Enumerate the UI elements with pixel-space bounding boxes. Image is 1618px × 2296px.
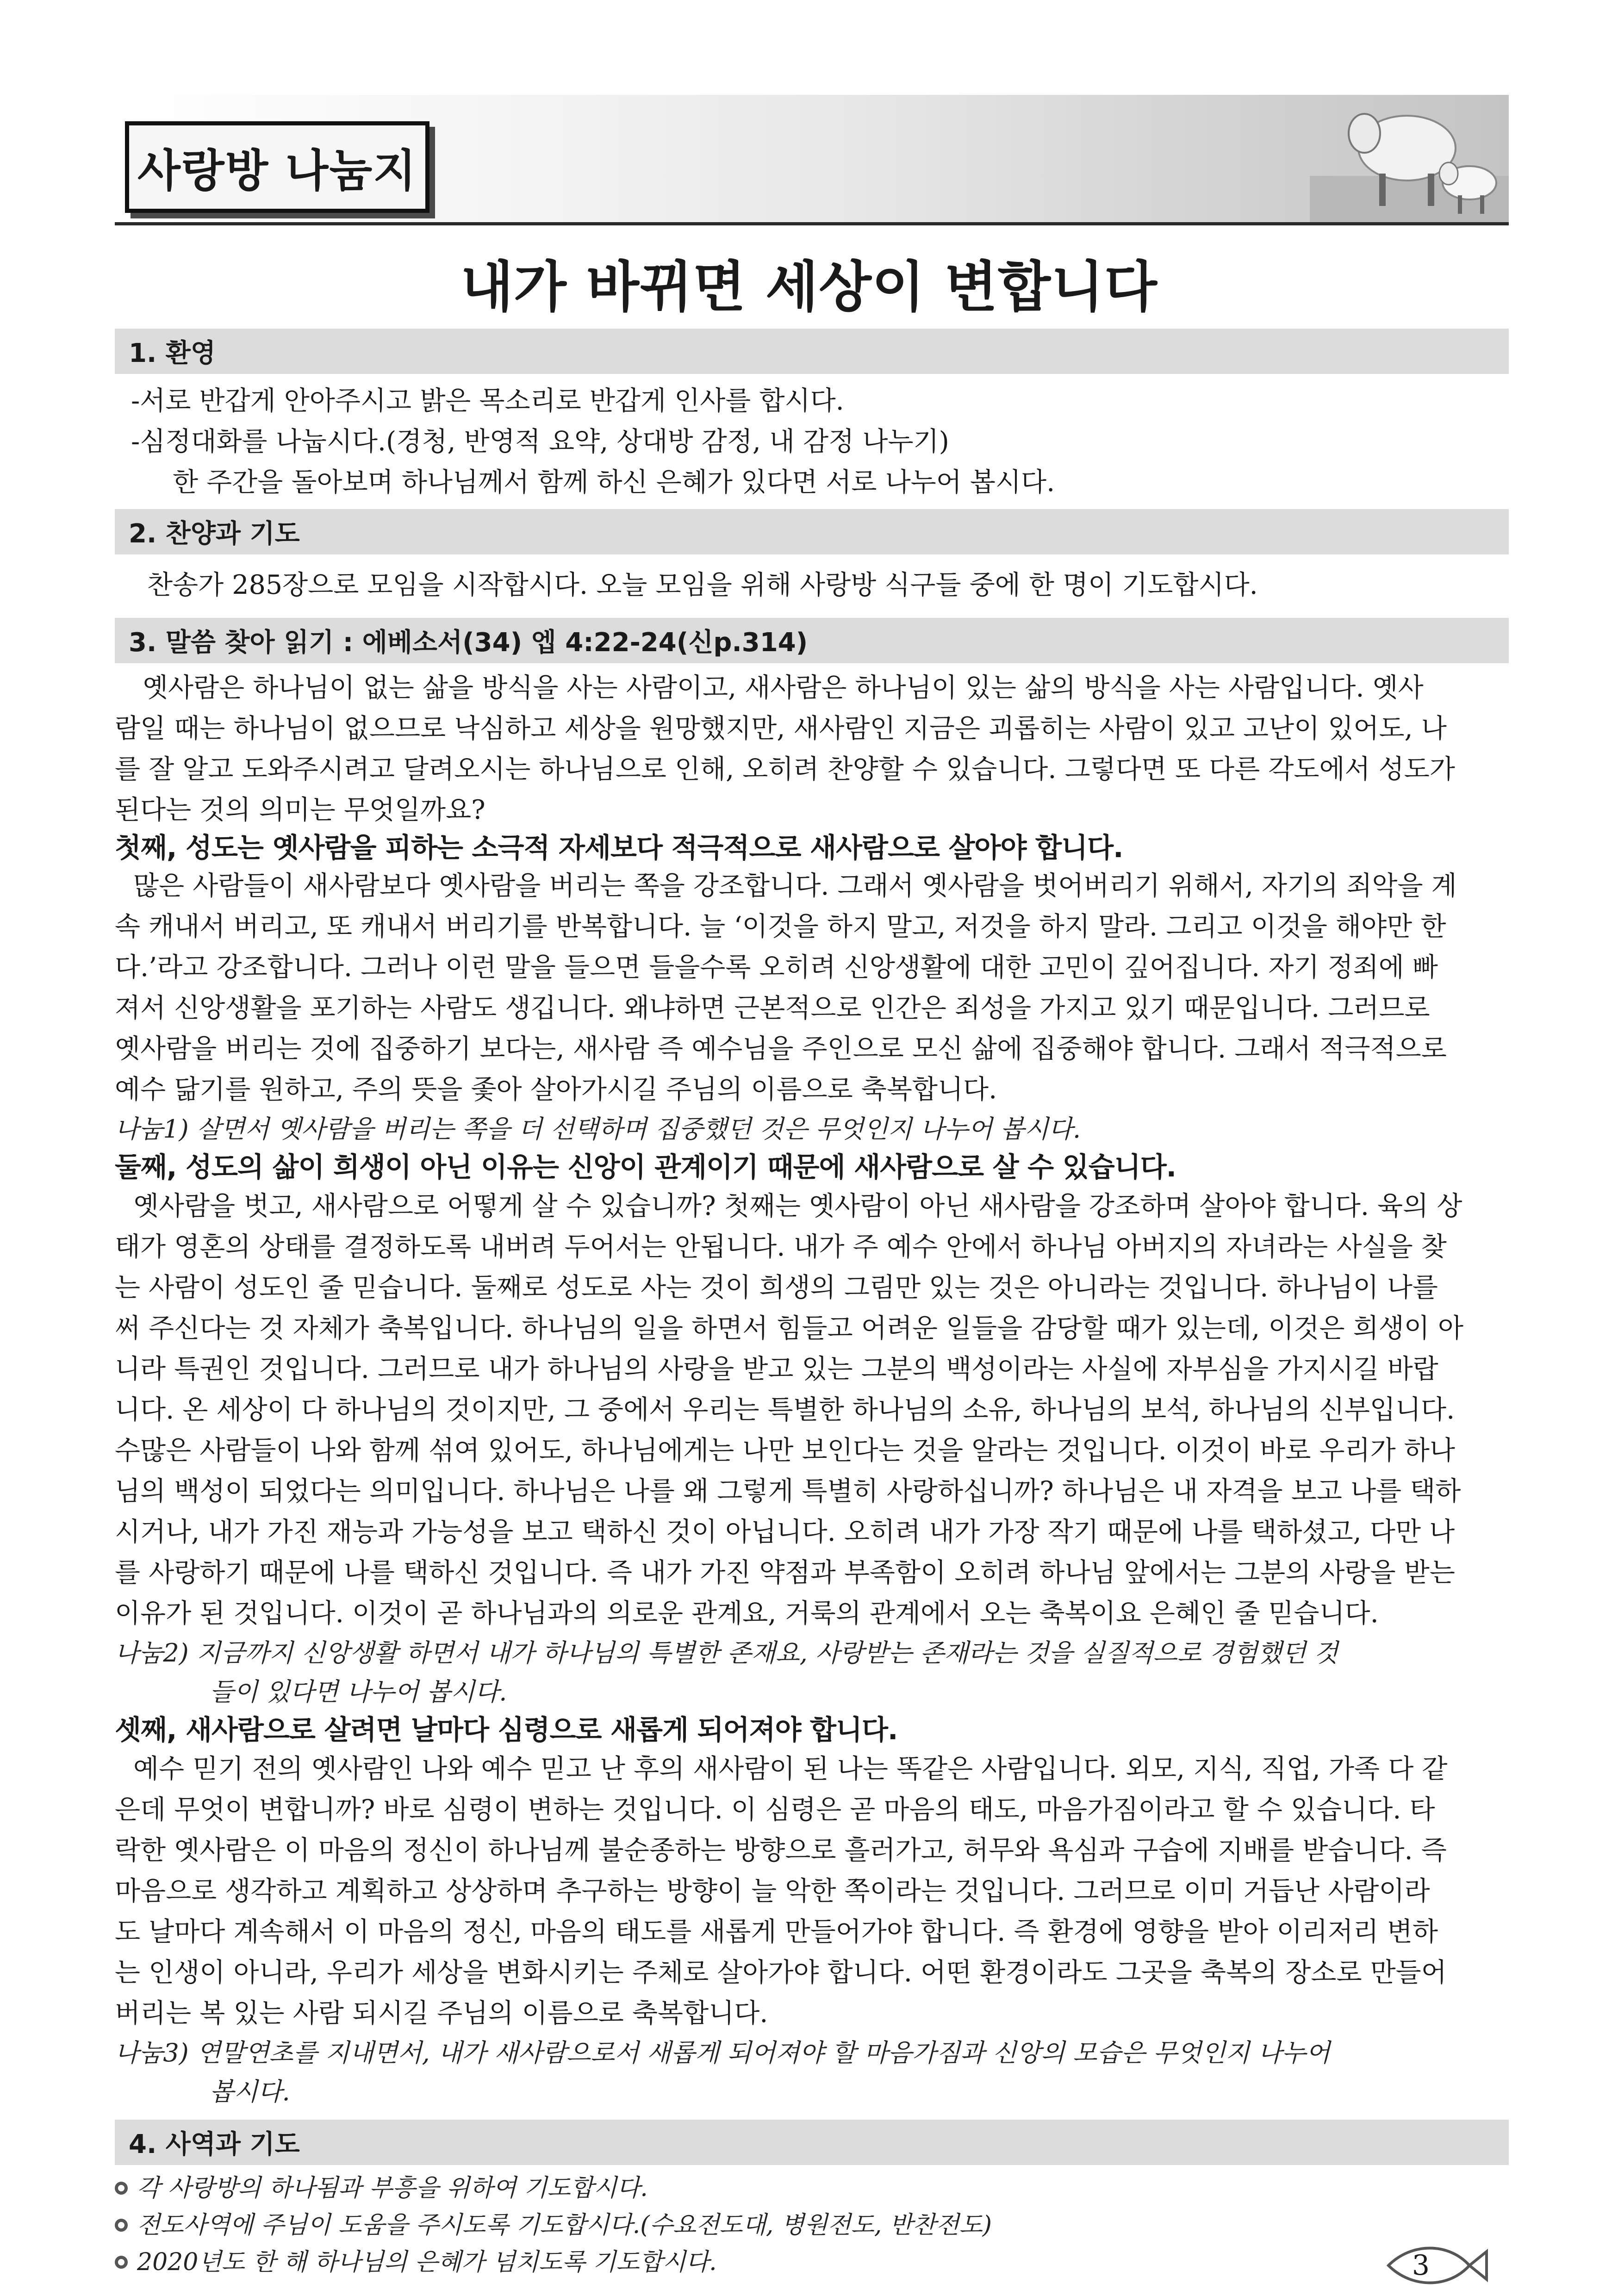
share-question-2-line-2: 들이 있다면 나누어 봅시다. xyxy=(210,1677,507,1706)
point-3-line-5: 도 날마다 계속해서 이 마음의 정신, 마음의 태도를 새롭게 만들어가야 합니다. 즉 환경에 영향을 받아 이리저리 변하 xyxy=(115,1916,1438,1947)
intro-line-1: 옛사람은 하나님이 없는 삶을 방식을 사는 사람이고, 새사람은 하나님이 있는 삶의 방식을 사는 사람입니다. 옛사 xyxy=(143,672,1424,703)
point-3-line-6: 는 인생이 아니라, 우리가 세상을 변화시키는 주체로 살아가야 합니다. 어떤 환경이라도 그곳을 축복의 장소로 만들어 xyxy=(115,1957,1447,1988)
section-heading-scripture: 3. 말씀 찾아 읽기 : 에베소서(34) 엡 4:22-24(신p.314) xyxy=(115,618,1509,663)
point-2-line-5: 니라 특권인 것입니다. 그러므로 내가 하나님의 사랑을 받고 있는 그분의 백성이라는 사실에 자부심을 가지시길 바랍 xyxy=(115,1354,1438,1384)
point-1-line-6: 예수 닮기를 원하고, 주의 뜻을 좇아 살아가시길 주님의 이름으로 축복합니다. xyxy=(115,1074,997,1105)
section-heading-praise: 2. 찬양과 기도 xyxy=(115,509,1509,554)
share-question-3-line-1: 나눔3) 연말연초를 지내면서, 내가 새사람으로서 새롭게 되어져야 할 마음가짐과 신앙의 모습은 무엇인지 나누어 xyxy=(115,2038,1330,2067)
point-2-line-10: 를 사랑하기 때문에 나를 택하신 것입니다. 즉 내가 가진 약점과 부족함이 오히려 하나님 앞에서는 그분의 사랑을 받는 xyxy=(115,1557,1455,1588)
point-2-heading: 둘째, 성도의 삶이 희생이 아닌 이유는 신앙이 관계이기 때문에 새사람으로 살 수 있습니다. xyxy=(115,1151,1176,1183)
point-1-line-3: 다.’라고 강조합니다. 그러나 이런 말을 들으면 들을수록 오히려 신앙생활에 대한 고민이 깊어집니다. 자기 정죄에 빠 xyxy=(115,952,1438,983)
sheep-photo xyxy=(1310,79,1509,222)
section-heading-welcome: 1. 환영 xyxy=(115,329,1509,374)
point-2-line-9: 시거나, 내가 가진 재능과 가능성을 보고 택하신 것이 아닙니다. 오히려 내가 가장 작기 때문에 나를 택하셨고, 다만 나 xyxy=(115,1517,1455,1547)
intro-line-3: 를 잘 알고 도와주시려고 달려오시는 하나님으로 인해, 오히려 찬양할 수 있습니다. 그렇다면 또 다른 각도에서 성도가 xyxy=(115,754,1455,784)
point-2-line-7: 수많은 사람들이 나와 함께 섞여 있어도, 하나님에게는 나만 보인다는 것을 알라는 것입니다. 이것이 바로 우리가 하나 xyxy=(115,1435,1455,1466)
point-2-line-3: 는 사람이 성도인 줄 믿습니다. 둘째로 성도로 사는 것이 희생의 그림만 있는 것은 아니라는 것입니다. 하나님이 나를 xyxy=(115,1272,1438,1303)
point-3-line-2: 은데 무엇이 변합니까? 바로 심령이 변하는 것입니다. 이 심령은 곧 마음의 태도, 마음가짐이라고 할 수 있습니다. 타 xyxy=(115,1794,1435,1825)
ministry-item-1-text: 각 사랑방의 하나됨과 부흥을 위하여 기도합시다. xyxy=(137,2174,648,2202)
point-3-heading: 셋째, 새사람으로 살려면 날마다 심령으로 새롭게 되어져야 합니다. xyxy=(115,1714,898,1746)
point-2-line-1: 옛사람을 벗고, 새사람으로 어떻게 살 수 있습니까? 첫째는 옛사람이 아닌 새사람을 강조하며 살아야 합니다. 육의 상 xyxy=(133,1191,1462,1221)
page-number: 3 xyxy=(1412,2249,1430,2282)
point-2-line-11: 이유가 된 것입니다. 이것이 곧 하나님과의 의로운 관계요, 거룩의 관계에서 오는 축복이요 은혜인 줄 믿습니다. xyxy=(115,1598,1379,1629)
welcome-line-3: 한 주간을 돌아보며 하나님께서 함께 하신 은혜가 있다면 서로 나누어 봅시다. xyxy=(173,467,1055,498)
page-title: 내가 바뀌면 세상이 변합니다 xyxy=(460,255,1158,319)
point-1-line-4: 져서 신앙생활을 포기하는 사람도 생깁니다. 왜냐하면 근본적으로 인간은 죄성을 가지고 있기 때문입니다. 그러므로 xyxy=(115,993,1430,1023)
point-2-line-4: 써 주신다는 것 자체가 축복입니다. 하나님의 일을 하면서 힘들고 어려운 일들을 감당할 때가 있는데, 이것은 희생이 아 xyxy=(115,1313,1464,1344)
point-2-line-6: 니다. 온 세상이 다 하나님의 것이지만, 그 중에서 우리는 특별한 하나님의 소유, 하나님의 보석, 하나님의 신부입니다. xyxy=(115,1394,1455,1425)
welcome-line-2: -심정대화를 나눕시다.(경청, 반영적 요약, 상대방 감정, 내 감정 나누기) xyxy=(131,426,949,457)
welcome-line-1: -서로 반갑게 안아주시고 밝은 목소리로 반갑게 인사를 합시다. xyxy=(131,386,844,416)
share-question-1: 나눔1) 살면서 옛사람을 버리는 쪽을 더 선택하며 집중했던 것은 무엇인지 나누어 봅시다. xyxy=(115,1114,1081,1144)
point-1-line-5: 옛사람을 버리는 것에 집중하기 보다는, 새사람 즉 예수님을 주인으로 모신 삶에 집중해야 합니다. 그래서 적극적으로 xyxy=(115,1033,1447,1064)
point-1-heading: 첫째, 성도는 옛사람을 피하는 소극적 자세보다 적극적으로 새사람으로 살아야 합니다. xyxy=(115,832,1123,864)
point-3-line-1: 예수 믿기 전의 옛사람인 나와 예수 믿고 난 후의 새사람이 된 나는 똑같은 사람입니다. 외모, 지식, 직업, 가족 다 같 xyxy=(133,1754,1448,1784)
point-3-line-4: 마음으로 생각하고 계획하고 상상하며 추구하는 방향이 늘 악한 쪽이라는 것입니다. 그러므로 이미 거듭난 사람이라 xyxy=(115,1876,1430,1906)
point-3-line-7: 버리는 복 있는 사람 되시길 주님의 이름으로 축복합니다. xyxy=(115,1998,768,2028)
point-3-line-3: 락한 옛사람은 이 마음의 정신이 하나님께 불순종하는 방향으로 흘러가고, 허무와 욕심과 구습에 지배를 받습니다. 즉 xyxy=(115,1835,1447,1866)
share-question-2-line-1: 나눔2) 지금까지 신앙생활 하면서 내가 하나님의 특별한 존재요, 사랑받는 존재라는 것을 실질적으로 경험했던 것 xyxy=(115,1638,1338,1668)
point-1-line-1: 많은 사람들이 새사람보다 옛사람을 버리는 쪽을 강조합니다. 그래서 옛사람을 벗어버리기 위해서, 자기의 죄악을 계 xyxy=(133,871,1457,901)
header-label: 사랑방 나눔지 xyxy=(125,121,429,213)
ministry-item-3-text: 2020년도 한 해 하나님의 은혜가 넘치도록 기도합시다. xyxy=(137,2248,717,2276)
intro-line-4: 된다는 것의 의미는 무엇일까요? xyxy=(115,795,485,825)
intro-line-2: 람일 때는 하나님이 없으므로 낙심하고 세상을 원망했지만, 새사람인 지금은 괴롭히는 사람이 있고 고난이 있어도, 나 xyxy=(115,713,1447,744)
point-2-line-8: 님의 백성이 되었다는 의미입니다. 하나님은 나를 왜 그렇게 특별히 사랑하십니까? 하나님은 내 자격을 보고 나를 택하 xyxy=(115,1476,1461,1506)
point-2-line-2: 태가 영혼의 상태를 결정하도록 내버려 두어서는 안됩니다. 내가 주 예수 안에서 하나님 아버지의 자녀라는 사실을 찾 xyxy=(115,1232,1447,1262)
point-1-line-2: 속 캐내서 버리고, 또 캐내서 버리기를 반복합니다. 늘 ‘이것을 하지 말고, 저것을 하지 말라. 그리고 이것을 해야만 한 xyxy=(115,911,1446,942)
section-heading-ministry: 4. 사역과 기도 xyxy=(115,2120,1509,2165)
praise-line-1: 찬송가 285장으로 모임을 시작합시다. 오늘 모임을 위해 사랑방 식구들 중에 한 명이 기도합시다. xyxy=(147,570,1258,600)
ministry-item-2-text: 전도사역에 주님이 도움을 주시도록 기도합시다.(수요전도대, 병원전도, 반찬전도) xyxy=(137,2211,992,2239)
share-question-3-line-2: 봅시다. xyxy=(210,2077,290,2106)
